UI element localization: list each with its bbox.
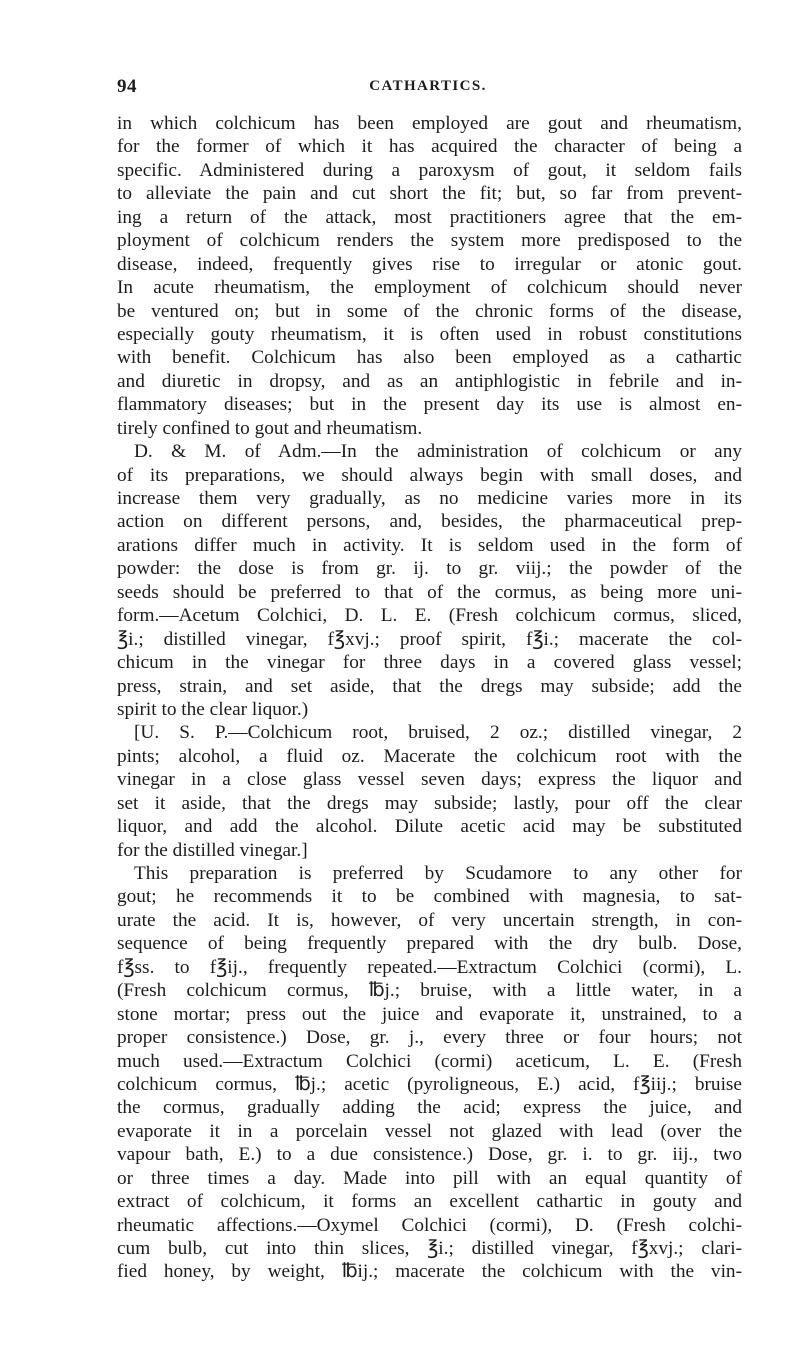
text-line: This preparation is preferred by Scudamore to any other for xyxy=(134,863,742,884)
text-line: or three times a day. Made into pill with an equal quantity of xyxy=(117,1167,742,1189)
text-line: cum bulb, cut into thin slices, ℥i.; distilled vinegar, f℥xvj.; clari- xyxy=(117,1238,742,1259)
text-line: and diuretic in dropsy, and as an antiphlogistic in febrile and in- xyxy=(117,370,742,392)
text-line: especially gouty rheumatism, it is often used in robust constitutions xyxy=(117,323,742,345)
text-line: set it aside, that the dregs may subside; lastly, pour off the clear xyxy=(117,792,742,814)
text-line: arations differ much in activity. It is seldom used in the form of xyxy=(117,534,742,556)
text-line: in which colchicum has been employed are gout and rheumatism, xyxy=(117,113,742,134)
text-line: press, strain, and set aside, that the dregs may subside; add the xyxy=(117,675,742,697)
text-line: evaporate it in a porcelain vessel not glazed with lead (over the xyxy=(117,1120,742,1142)
text-line: ing a return of the attack, most practitioners agree that the em- xyxy=(117,206,742,228)
text-line: urate the acid. It is, however, of very uncertain strength, in con- xyxy=(117,909,742,931)
text-line: increase them very gradually, as no medicine varies more in its xyxy=(117,488,742,509)
page-number: 94 xyxy=(117,76,137,97)
text-line: much used.—Extractum Colchici (cormi) aceticum, L. E. (Fresh xyxy=(117,1050,742,1072)
text-line: (Fresh colchicum cormus, ℔j.; bruise, with a little water, in a xyxy=(117,980,742,1002)
text-line: the cormus, gradually adding the acid; express the juice, and xyxy=(117,1097,742,1119)
running-head xyxy=(117,76,739,100)
text-line: disease, indeed, frequently gives rise to irregular or atonic gout. xyxy=(117,253,742,275)
text-line: rheumatic affections.—Oxymel Colchici (cormi), D. (Fresh colchi- xyxy=(117,1214,742,1236)
text-line: D. & M. of Adm.—In the administration of colchicum or any xyxy=(134,441,742,463)
text-line: [U. S. P.—Colchicum root, bruised, 2 oz.; distilled vinegar, 2 xyxy=(134,722,742,744)
text-line: ployment of colchicum renders the system more predisposed to the xyxy=(117,230,742,252)
text-line: for the former of which it has acquired the character of being a xyxy=(117,136,742,158)
text-line: liquor, and add the alcohol. Dilute acetic acid may be substituted xyxy=(117,816,742,838)
section-title: CATHARTICS. xyxy=(369,78,487,94)
text-line: sequence of being frequently prepared with the dry bulb. Dose, xyxy=(117,933,742,955)
text-line: with benefit. Colchicum has also been employed as a cathartic xyxy=(117,347,742,369)
text-line: to alleviate the pain and cut short the fit; but, so far from prevent- xyxy=(117,183,742,205)
text-line: f℥ss. to f℥ij., frequently repeated.—Extractum Colchici (cormi), L. xyxy=(117,956,742,978)
text-line: proper consistence.) Dose, gr. j., every three or four hours; not xyxy=(117,1027,742,1049)
text-line: vapour bath, E.) to a due consistence.) Dose, gr. i. to gr. iij., two xyxy=(117,1144,742,1166)
text-line: In acute rheumatism, the employment of colchicum should never xyxy=(117,277,742,299)
body-text xyxy=(117,112,742,1284)
text-line: pints; alcohol, a fluid oz. Macerate the colchicum root with the xyxy=(117,745,742,767)
text-line: of its preparations, we should always begin with small doses, and xyxy=(117,464,742,486)
text-line: specific. Administered during a paroxysm of gout, it seldom fails xyxy=(117,159,742,181)
text-line: for the distilled vinegar.] xyxy=(117,839,308,861)
text-line: chicum in the vinegar for three days in a covered glass vessel; xyxy=(117,652,742,674)
text-line: vinegar in a close glass vessel seven days; express the liquor and xyxy=(117,769,742,791)
text-line: flammatory diseases; but in the present day its use is almost en- xyxy=(117,394,742,416)
text-line: spirit to the clear liquor.) xyxy=(117,698,309,720)
text-line: extract of colchicum, it forms an excellent cathartic in gouty and xyxy=(117,1191,742,1213)
text-line: powder: the dose is from gr. ij. to gr. viij.; the powder of the xyxy=(117,558,742,580)
text-line: fied honey, by weight, ℔ij.; macerate the colchicum with the vin- xyxy=(117,1261,742,1283)
text-line: be ventured on; but in some of the chronic forms of the disease, xyxy=(117,300,742,322)
text-line: gout; he recommends it to be combined with magnesia, to sat- xyxy=(117,886,742,908)
text-line: seeds should be preferred to that of the cormus, as being more uni- xyxy=(117,581,742,603)
text-line: form.—Acetum Colchici, D. L. E. (Fresh colchicum cormus, sliced, xyxy=(117,605,742,627)
text-line: ℥i.; distilled vinegar, f℥xvj.; proof spirit, f℥i.; macerate the col- xyxy=(117,628,742,650)
text-line: action on different persons, and, besides, the pharmaceutical prep- xyxy=(117,511,742,533)
text-line: colchicum cormus, ℔j.; acetic (pyroligneous, E.) acid, f℥iij.; bruise xyxy=(117,1073,742,1095)
text-line: tirely confined to gout and rheumatism. xyxy=(117,417,423,439)
text-line: stone mortar; press out the juice and evaporate it, unstrained, to a xyxy=(117,1003,742,1025)
